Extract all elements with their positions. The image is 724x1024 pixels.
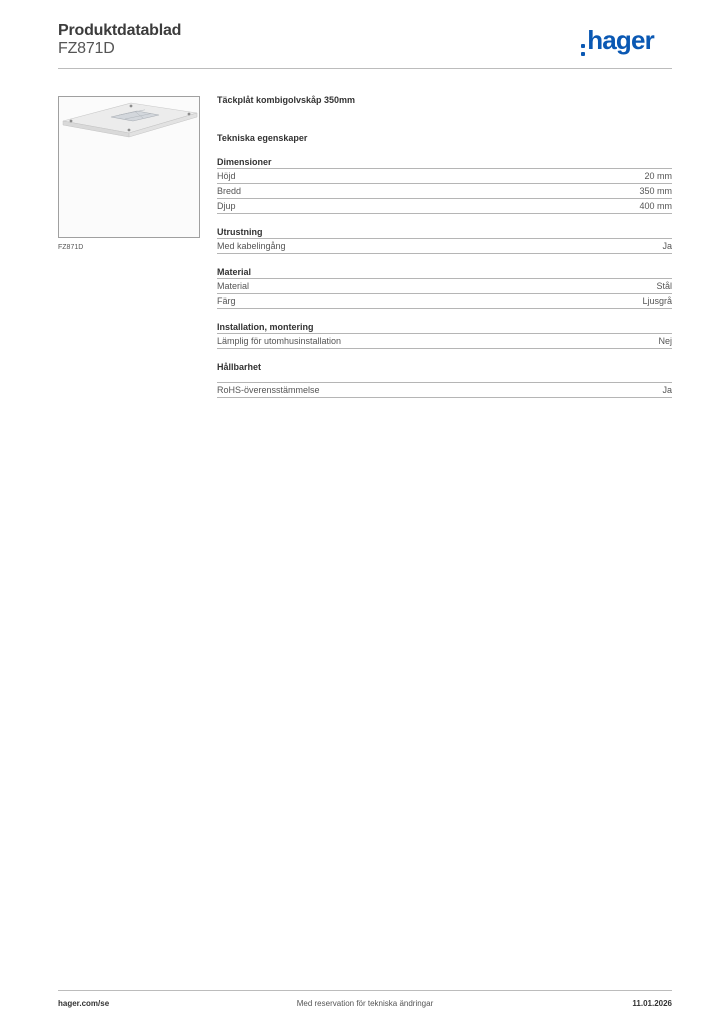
row-label: Höjd — [217, 171, 236, 181]
image-caption: FZ871D — [58, 244, 84, 251]
row-value: Nej — [658, 336, 672, 346]
logo-colon-icon — [581, 44, 585, 56]
row-value: 400 mm — [639, 201, 672, 211]
table-row — [217, 169, 672, 184]
section-equipment — [217, 226, 672, 254]
row-value: 20 mm — [644, 171, 672, 181]
section-dimensions — [217, 156, 672, 214]
table-row — [217, 184, 672, 199]
row-value: Ja — [662, 241, 672, 251]
logo-text: hager — [587, 25, 654, 55]
row-label: Lämplig för utomhusinstallation — [217, 336, 342, 346]
product-code: FZ871D — [58, 40, 115, 57]
document-title: Produktdatablad — [58, 22, 182, 39]
table-row — [217, 334, 672, 349]
section-installation — [217, 321, 672, 349]
row-label: RoHS-överensstämmelse — [217, 385, 320, 395]
row-label: Djup — [217, 201, 236, 211]
table-row — [217, 382, 672, 398]
header-divider — [58, 68, 672, 69]
row-label: Bredd — [217, 186, 242, 196]
disclaimer-text: Med reservation för tekniska ändringar — [296, 999, 434, 1008]
section-title: Material — [217, 266, 672, 279]
footer-divider — [58, 990, 672, 991]
page-header — [58, 22, 672, 70]
section-title: Dimensioner — [217, 156, 672, 169]
table-row — [217, 239, 672, 254]
section-title: Utrustning — [217, 226, 672, 239]
product-name: Täckplåt kombigolvskåp 350mm — [217, 95, 356, 105]
table-row — [217, 294, 672, 309]
section-title: Hållbarhet — [217, 362, 262, 372]
section-title: Installation, montering — [217, 321, 672, 334]
hager-logo — [581, 25, 654, 68]
section-material — [217, 266, 672, 309]
row-value: 350 mm — [639, 186, 672, 196]
section-sustainability — [217, 361, 672, 398]
table-row — [217, 279, 672, 294]
row-value: Ljusgrå — [642, 296, 672, 306]
document-date: 11.01.2026 — [632, 999, 672, 1008]
table-row — [217, 199, 672, 214]
technical-properties-heading: Tekniska egenskaper — [217, 133, 308, 143]
product-image — [58, 96, 200, 238]
row-value: Stål — [656, 281, 672, 291]
website-link[interactable]: hager.com/se — [58, 999, 110, 1008]
row-label: Material — [217, 281, 250, 291]
row-value: Ja — [662, 385, 672, 395]
row-label: Färg — [217, 296, 236, 306]
cover-plate-illustration — [59, 97, 199, 237]
row-label: Med kabelingång — [217, 241, 286, 251]
page-footer — [58, 998, 672, 1010]
product-details — [217, 94, 672, 398]
